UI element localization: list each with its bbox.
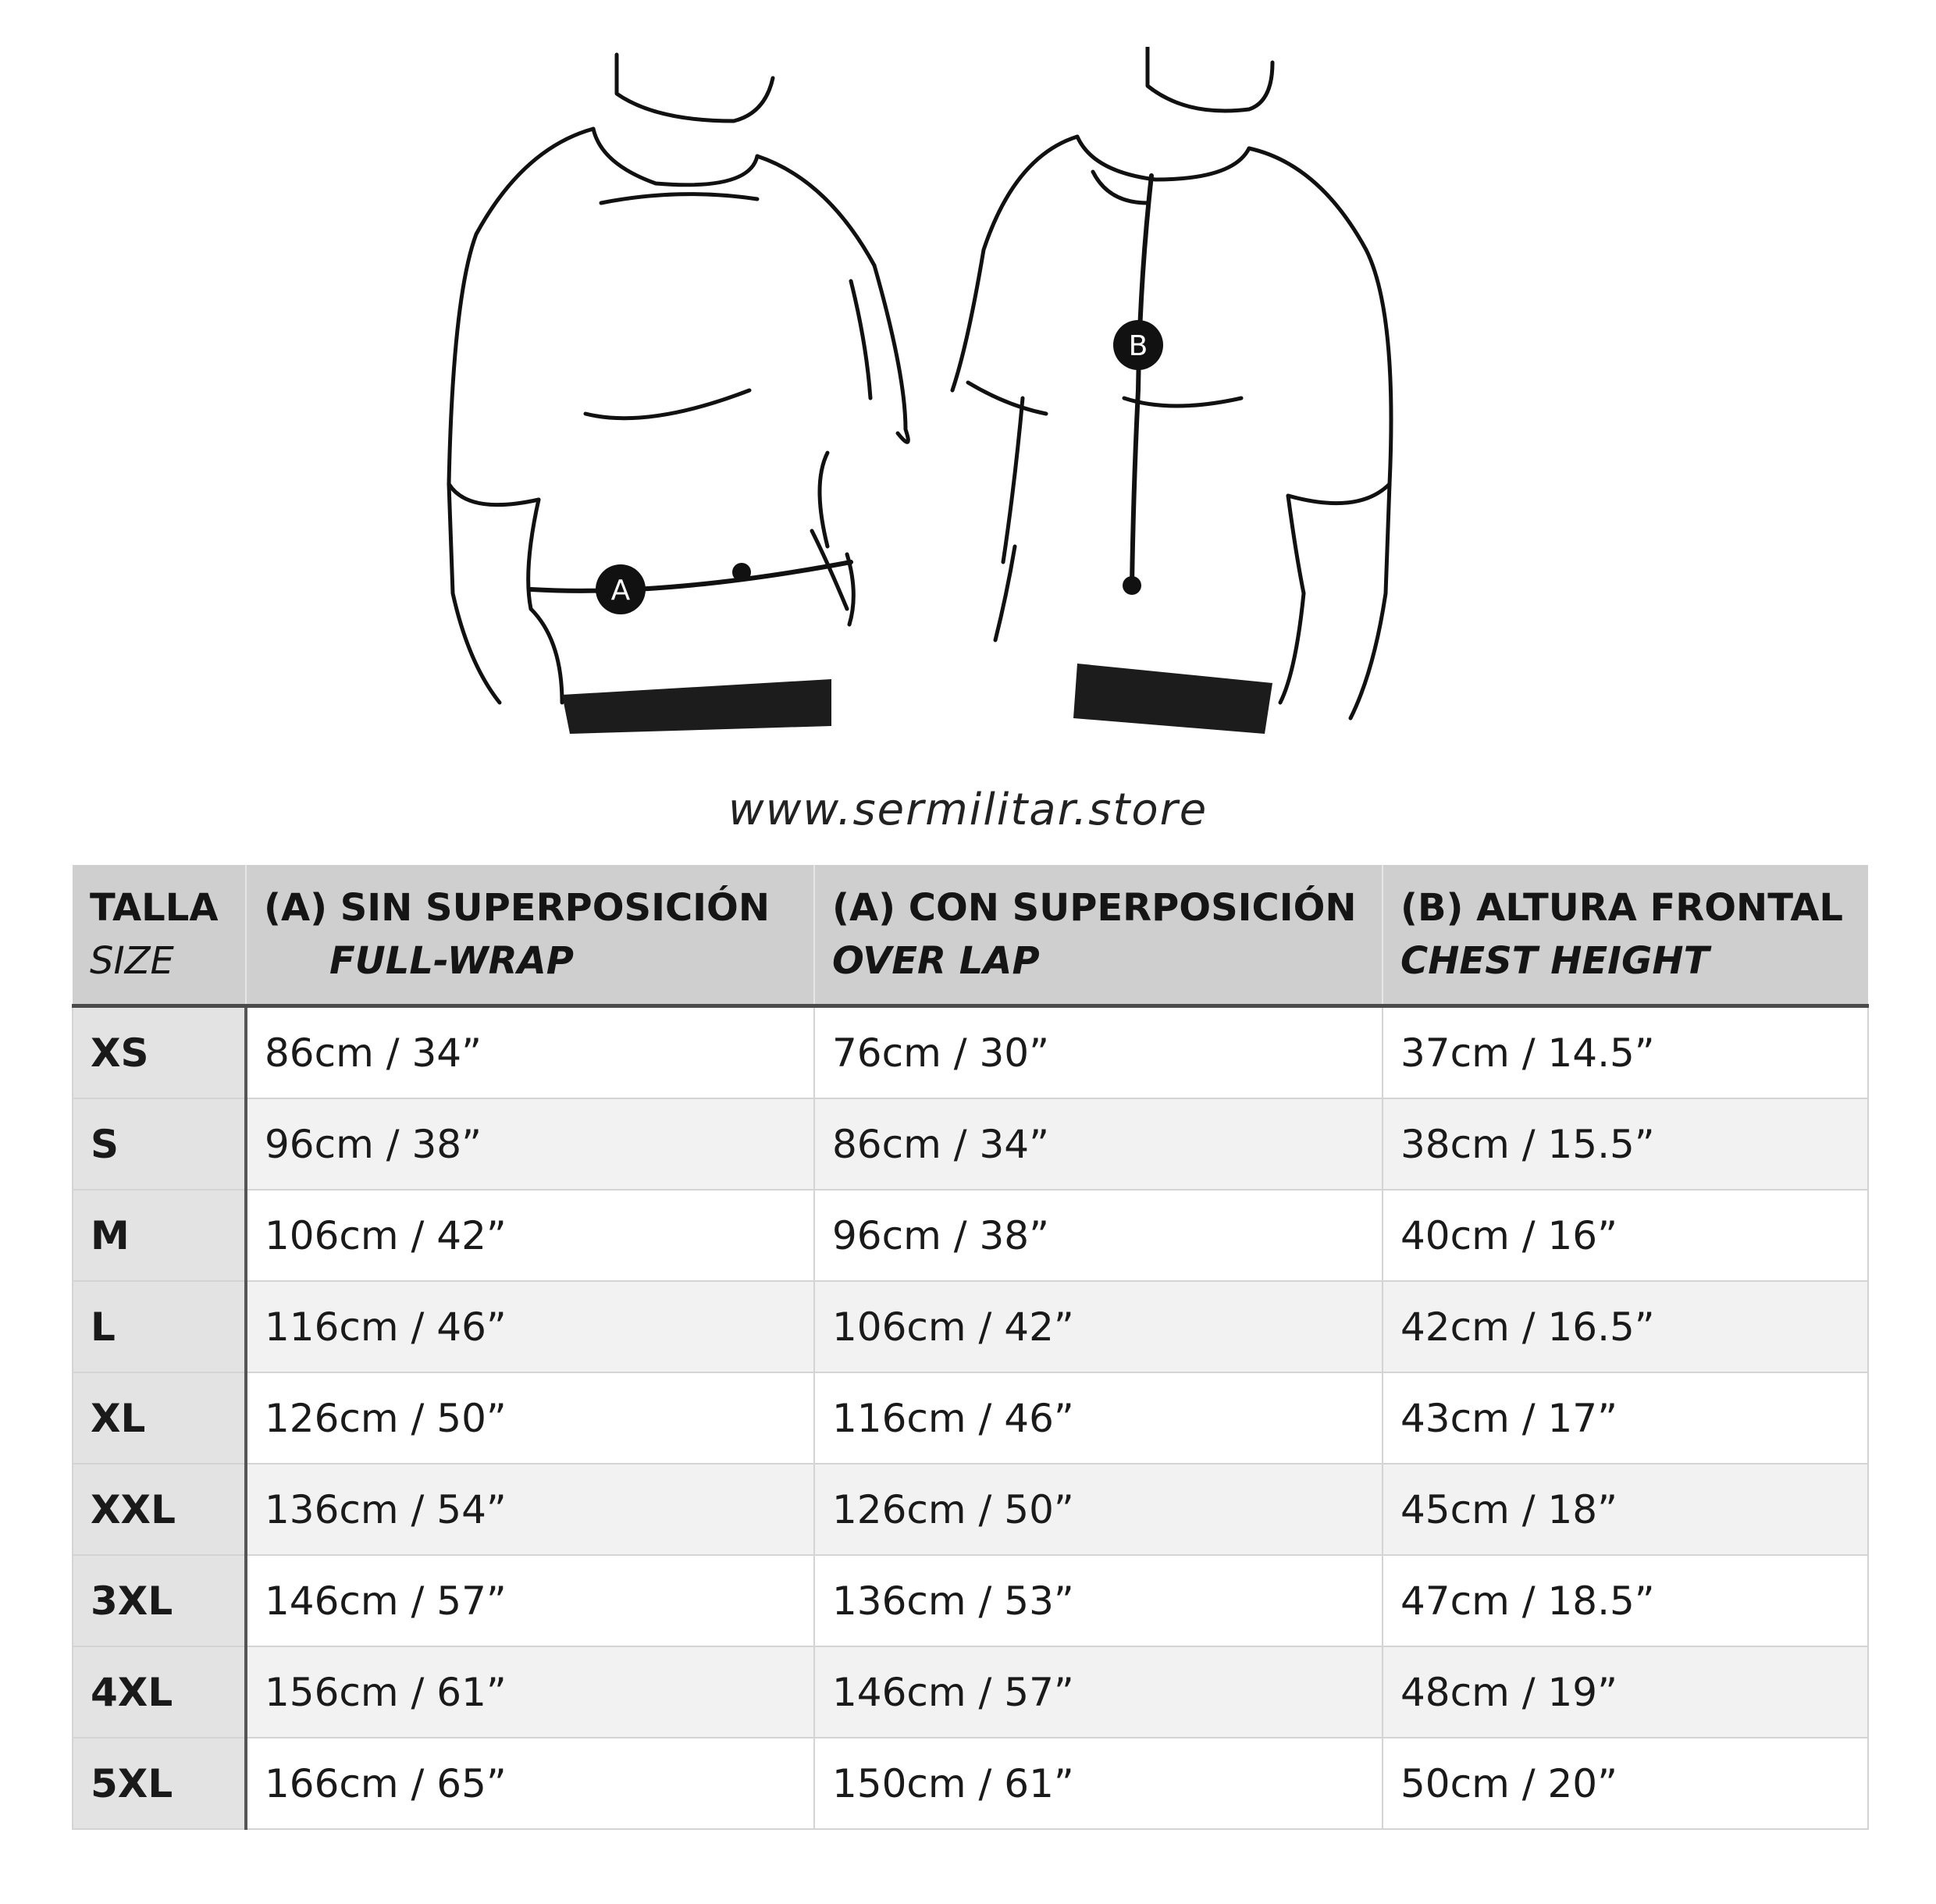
header-size-sub: SIZE [90, 939, 174, 983]
chest-height-cell: 43cm / 17” [1383, 1372, 1868, 1464]
full-wrap-cell: 116cm / 46” [246, 1281, 814, 1372]
chest-height-cell: 40cm / 16” [1383, 1190, 1868, 1281]
size-cell: 4XL [73, 1646, 246, 1738]
chest-height-cell: 47cm / 18.5” [1383, 1555, 1868, 1646]
header-row [73, 865, 1868, 1006]
table-row [73, 1555, 1868, 1646]
torso-illustration [422, 47, 1514, 749]
size-cell: 5XL [73, 1738, 246, 1829]
table-row [73, 1372, 1868, 1464]
full-wrap-cell: 96cm / 38” [246, 1098, 814, 1190]
right-sleeve [1288, 484, 1390, 504]
header-full-wrap [246, 865, 814, 1006]
size-cell: 3XL [73, 1555, 246, 1646]
over-lap-cell: 76cm / 30” [814, 1006, 1383, 1099]
header-over-lap [814, 865, 1383, 1006]
chest-height-cell: 42cm / 16.5” [1383, 1281, 1868, 1372]
header-chest-height [1383, 865, 1868, 1006]
table-row [73, 1281, 1868, 1372]
table-row [73, 1464, 1868, 1555]
over-lap-cell: 126cm / 50” [814, 1464, 1383, 1555]
over-lap-cell: 116cm / 46” [814, 1372, 1383, 1464]
table-row [73, 1098, 1868, 1190]
header-full-wrap-sub: FULL-WRAP [329, 939, 574, 983]
chest-height-cell: 45cm / 18” [1383, 1464, 1868, 1555]
right-neck [1148, 47, 1272, 111]
size-cell: M [73, 1190, 246, 1281]
svg-text:B: B [1128, 330, 1148, 362]
chest-height-cell: 37cm / 14.5” [1383, 1006, 1868, 1099]
table-row [73, 1646, 1868, 1738]
header-size [73, 865, 246, 1006]
full-wrap-cell: 106cm / 42” [246, 1190, 814, 1281]
left-sleeve [449, 484, 539, 505]
table-row [73, 1006, 1868, 1099]
header-over-lap-sub: OVER LAP [832, 939, 1040, 983]
full-wrap-cell: 166cm / 65” [246, 1738, 814, 1829]
size-cell: S [73, 1098, 246, 1190]
over-lap-cell: 106cm / 42” [814, 1281, 1383, 1372]
measurement-b-line [1132, 176, 1151, 585]
size-cell: XXL [73, 1464, 246, 1555]
full-wrap-cell: 146cm / 57” [246, 1555, 814, 1646]
header-size-main: TALLA [90, 886, 219, 930]
over-lap-cell: 86cm / 34” [814, 1098, 1383, 1190]
torso-drawing [422, 47, 1514, 749]
size-cell: XS [73, 1006, 246, 1099]
right-shoulder [1249, 148, 1391, 484]
over-lap-cell: 150cm / 61” [814, 1738, 1383, 1829]
marker-a [596, 564, 646, 614]
header-chest-height-main: (B) ALTURA FRONTAL [1400, 886, 1843, 930]
header-full-wrap-main: (A) SIN SUPERPOSICIÓN [264, 886, 770, 930]
left-waistband [562, 679, 831, 734]
over-lap-cell: 96cm / 38” [814, 1190, 1383, 1281]
full-wrap-cell: 126cm / 50” [246, 1372, 814, 1464]
header-chest-height-sub: CHEST HEIGHT [1400, 939, 1710, 983]
size-cell: XL [73, 1372, 246, 1464]
table-row [73, 1738, 1868, 1829]
full-wrap-cell: 86cm / 34” [246, 1006, 814, 1099]
chest-height-cell: 38cm / 15.5” [1383, 1098, 1868, 1190]
size-cell: L [73, 1281, 246, 1372]
chest-height-cell: 50cm / 20” [1383, 1738, 1868, 1829]
over-lap-cell: 146cm / 57” [814, 1646, 1383, 1738]
size-chart-table [72, 865, 1869, 1830]
measurement-a-line [531, 562, 851, 591]
table-row [73, 1190, 1868, 1281]
marker-b [1113, 320, 1163, 370]
left-neck [617, 55, 773, 121]
svg-text:A: A [610, 575, 631, 607]
over-lap-cell: 136cm / 53” [814, 1555, 1383, 1646]
right-waistband [1073, 664, 1272, 734]
header-over-lap-main: (A) CON SUPERPOSICIÓN [832, 886, 1357, 930]
left-shoulder [449, 129, 593, 484]
chest-height-cell: 48cm / 19” [1383, 1646, 1868, 1738]
full-wrap-cell: 156cm / 61” [246, 1646, 814, 1738]
website-url: www.sermilitar.store [728, 785, 1208, 835]
full-wrap-cell: 136cm / 54” [246, 1464, 814, 1555]
